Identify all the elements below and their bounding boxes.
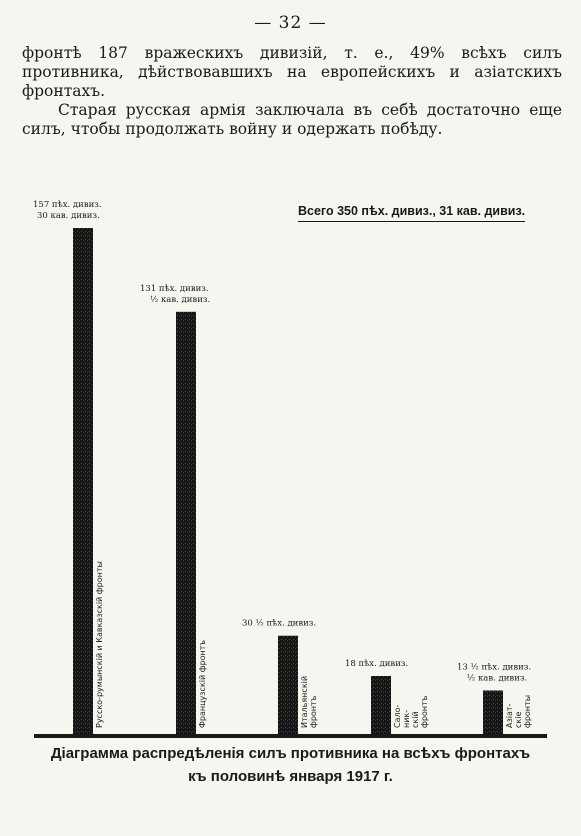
- intro-paragraph-1: фронтѣ 187 вражескихъ дивизій, т. е., 49% всѣхъ силъ противника, дѣйствовавшихъ на европейскихъ и азіатскихъ фронтахъ.: [22, 44, 562, 100]
- chart-baseline: [34, 734, 547, 738]
- bar-4: [371, 676, 391, 734]
- category-label-4-3: скій: [411, 711, 420, 728]
- category-label-4-4: фронтъ: [420, 695, 429, 728]
- category-label-3-2: фронтъ: [309, 695, 318, 728]
- intro-text: [22, 44, 562, 139]
- value-label-4-1: 18 пѣх. дивиз.: [345, 658, 409, 669]
- bar-chart-svg: [0, 190, 581, 750]
- category-label-5-3: фронты: [523, 694, 532, 728]
- bar-5: [483, 690, 503, 734]
- category-label-1-1: Русско-румынскій и Кавказскій фронты: [95, 561, 104, 728]
- value-label-2-1: 131 пѣх. дивиз.: [140, 283, 209, 294]
- value-label-2-2: ½ кав. дивиз.: [150, 294, 211, 305]
- bar-2: [176, 312, 196, 734]
- category-label-2-1: Французскій фронтъ: [198, 639, 207, 728]
- category-label-3-1: Итальянскій: [300, 675, 309, 728]
- category-label-4-1: Сало-: [393, 704, 402, 728]
- value-label-5-2: ½ кав. дивиз.: [467, 673, 528, 684]
- category-label-4-2: ник-: [402, 709, 411, 728]
- value-label-5-1: 13 ½ пѣх. дивиз.: [457, 662, 532, 673]
- caption-line-1: Діаграмма распредѣленія силъ противника на всѣхъ фронтахъ: [50, 745, 531, 762]
- page-number: — 32 —: [254, 13, 327, 33]
- value-label-1-2: 30 кав. дивиз.: [37, 211, 100, 221]
- chart-caption: [0, 742, 581, 788]
- bar-1: [73, 228, 93, 734]
- total-label: Всего 350 пѣх. дивиз., 31 кав. дивиз.: [298, 204, 525, 222]
- value-label-1-1: 157 пѣх. дивиз.: [33, 200, 102, 210]
- intro-paragraph-2: Старая русская армія заключала въ себѣ достаточно еще силъ, чтобы продолжать войну и одержать побѣду.: [22, 101, 562, 138]
- value-label-3-1: 30 ½ пѣх. дивиз.: [242, 618, 317, 629]
- category-label-5-2: скіе: [514, 711, 523, 728]
- bar-chart: [0, 190, 581, 750]
- caption-line-2: къ половинѣ января 1917 г.: [188, 768, 393, 785]
- category-label-5-1: Азіат-: [505, 703, 514, 728]
- bar-3: [278, 636, 298, 734]
